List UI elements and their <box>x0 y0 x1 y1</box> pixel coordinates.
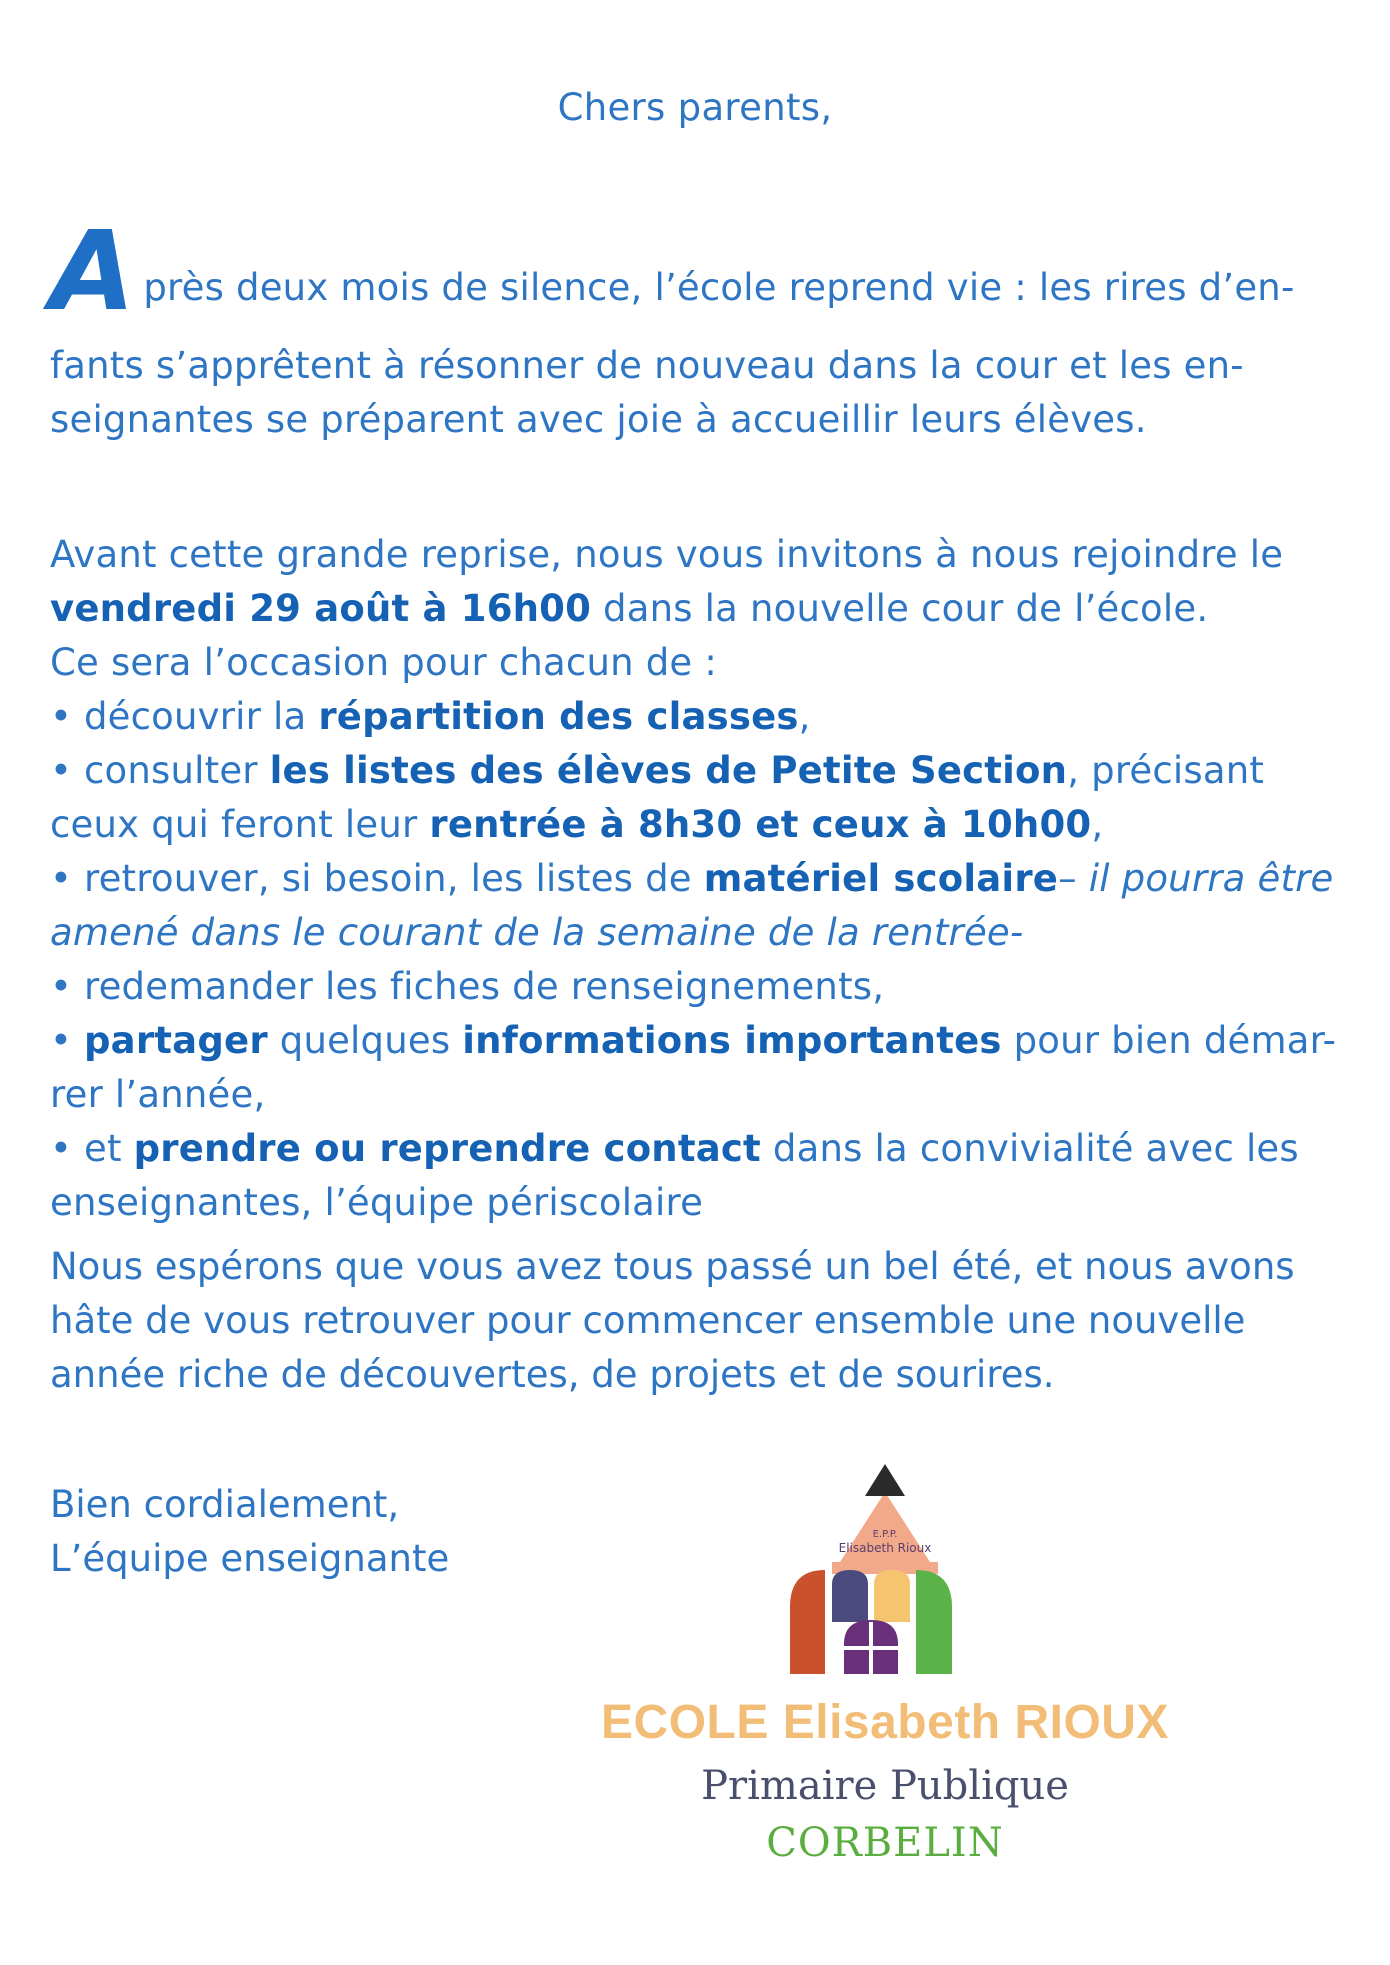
bullet-emphasis: prendre ou reprendre contact <box>133 1127 761 1170</box>
invite-location: dans la nouvelle cour de l’école. <box>591 587 1209 630</box>
bullet-italic: – il pourra être amené dans le courant de la semaine de la rentrée- <box>50 857 1334 954</box>
intro-paragraph <box>50 207 1345 447</box>
sign-line-1: Bien cordialement, <box>50 1483 400 1526</box>
invitation-body <box>50 528 1350 1230</box>
bullet-materials <box>50 852 1350 960</box>
bullet-text: • et <box>50 1127 134 1170</box>
bullet-contact <box>50 1122 1350 1230</box>
bullet-emphasis: matériel scolaire <box>703 857 1059 900</box>
bullet-emphasis: partager <box>84 1019 268 1062</box>
bullet-text: , précisant ceux qui feront leur <box>50 749 1265 846</box>
bullet-emphasis: informations importantes <box>462 1019 1002 1062</box>
intro-line-2: fants s’apprêtent à résonner de nouveau dans la cour et les en- seignantes se préparent avec joie à accueillir leurs élèves. <box>50 344 1244 441</box>
sign-line-2: L’équipe enseignante <box>50 1537 450 1580</box>
pencil-tip <box>865 1464 905 1496</box>
invitation-paragraph <box>50 528 1350 636</box>
bullet-emphasis: les listes des élèves de Petite Section <box>269 749 1068 792</box>
logo-top-text-1: E.P.P. <box>872 1529 898 1540</box>
bullet-classes <box>50 690 1350 744</box>
bullet-text: • <box>50 1019 84 1062</box>
bullet-text: , <box>1091 803 1104 846</box>
bullet-text: • retrouver, si besoin, les listes de <box>50 857 704 900</box>
school-name: ECOLE Elisabeth RIOUX <box>601 1696 1169 1749</box>
bullet-emphasis: rentrée à 8h30 et ceux à 10h00 <box>429 803 1092 846</box>
intro-line-1: près deux mois de silence, l’école reprend vie : les rires d’en- <box>143 266 1295 309</box>
arch-4 <box>916 1570 952 1674</box>
bullet-text: pour bien démar- rer l’année, <box>50 1019 1337 1116</box>
bullet-text: quelques <box>267 1019 463 1062</box>
school-logo <box>770 1462 1000 1692</box>
school-type: Primaire Publique <box>701 1763 1069 1809</box>
bullet-share <box>50 1014 1350 1122</box>
greeting: Chers parents, <box>557 86 833 129</box>
occasion-line: Ce sera l’occasion pour chacun de : <box>50 641 717 684</box>
bullet-forms: • redemander les fiches de renseignements, <box>50 965 885 1008</box>
bullet-text: , <box>798 695 811 738</box>
closing-paragraph: Nous espérons que vous avez tous passé un bel été, et nous avons hâte de vous retrouver pour commencer ensemble une nouvelle année riche de découvertes, de projets et de sourires. <box>50 1245 1295 1396</box>
drop-cap: A <box>50 207 136 335</box>
bullet-text: dans la convivialité avec les enseignantes, l’équipe périscolaire <box>50 1127 1299 1224</box>
bullet-lists <box>50 744 1350 852</box>
arch-1 <box>790 1570 825 1674</box>
bullet-text: • découvrir la <box>50 695 319 738</box>
bullet-emphasis: répartition des classes <box>318 695 799 738</box>
invite-text: Avant cette grande reprise, nous vous invitons à nous rejoindre le <box>50 533 1284 576</box>
logo-top-text-2: Elisabeth Rioux <box>838 1541 932 1555</box>
signature <box>50 1478 449 1586</box>
bullet-text: • consulter <box>50 749 270 792</box>
school-city: CORBELIN <box>766 1820 1004 1866</box>
event-date: vendredi 29 août à 16h00 <box>50 587 592 630</box>
